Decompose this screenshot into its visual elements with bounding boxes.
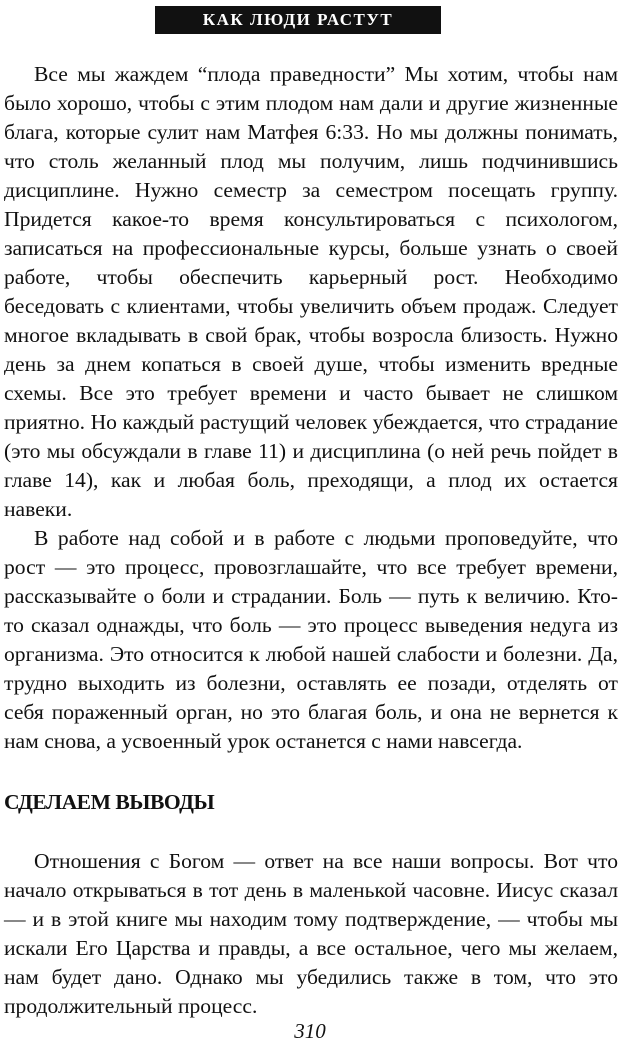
running-header: [155, 6, 441, 34]
running-header-title: КАК ЛЮДИ РАСТУТ: [202, 10, 394, 29]
paragraph-1: Все мы жаждем “плода праведности” Мы хотим, чтобы нам было хорошо, чтобы с этим плодом нам дали и другие жизненные блага, которые сулит нам Матфея 6:33. Но мы должны понимать, что столь желанный плод мы получим, лишь подчинившись дисциплине. Нужно семестр за семестром посещать группу. Придется какое-то время консультироваться с психологом, записаться на профессиональные курсы, больше узнать о своей работе, чтобы обеспечить карьерный рост. Необходимо беседовать с клиентами, чтобы увеличить объем продаж. Следует многое вкладывать в свой брак, чтобы возросла близость. Нужно день за днем копаться в своей душе, чтобы изменить вредные схемы. Все это требует времени и часто бывает не слишком приятно. Но каждый растущий человек убеждается, что страдание (это мы обсуждали в главе 11) и дисциплина (о ней речь пойдет в главе 14), как и любая боль, преходящи, а плод их остается навеки.: [4, 62, 618, 521]
section-paragraph: Отношения с Богом — ответ на все наши вопросы. Вот что начало открываться в тот день в маленькой часовне. Иисус сказал — и в этой книге мы находим тому подтверждение, — чтобы мы искали Его Царства и правды, а все остальное, чего мы желаем, нам будет дано. Однако мы убедились также в том, что это продолжительный процесс.: [4, 849, 618, 1018]
section-heading: СДЕЛАЕМ ВЫВОДЫ: [4, 790, 215, 814]
page-body: [4, 60, 618, 1021]
paragraph-2: В работе над собой и в работе с людьми проповедуйте, что рост — это процесс, провозглашайте, что все требует времени, рассказывайте о боли и страдании. Боль — путь к величию. Кто-то сказал однажды, что боль — это процесс выведения недуга из организма. Это относится к любой нашей слабости и болезни. Да, трудно выходить из болезни, оставлять ее позади, отделять от себя пораженный орган, но это благая боль, и она не вернется к нам снова, а усвоенный урок останется с нами навсегда.: [4, 526, 618, 753]
page-number: 310: [294, 1019, 326, 1043]
